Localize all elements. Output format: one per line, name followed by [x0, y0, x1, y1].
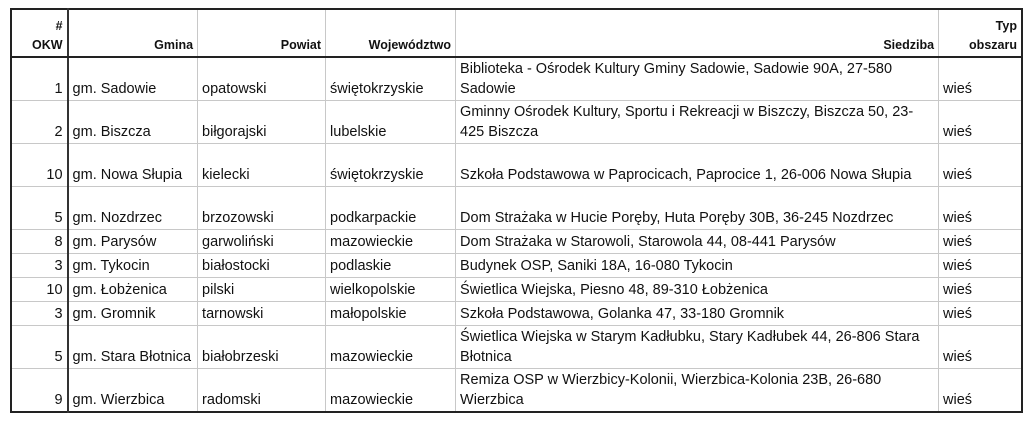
cell-gmina: gm. Gromnik	[68, 302, 198, 326]
cell-gmina: gm. Stara Błotnica	[68, 326, 198, 369]
cell-powiat: brzozowski	[198, 187, 326, 230]
cell-gmina: gm. Nozdrzec	[68, 187, 198, 230]
cell-wojewodztwo: małopolskie	[326, 302, 456, 326]
cell-okw: 2	[11, 101, 68, 144]
cell-wojewodztwo: lubelskie	[326, 101, 456, 144]
cell-typ: wieś	[939, 326, 1022, 369]
cell-siedziba: Remiza OSP w Wierzbicy-Kolonii, Wierzbica-Kolonia 23B, 26-680 Wierzbica	[456, 369, 939, 413]
cell-siedziba: Szkoła Podstawowa w Paprocicach, Paprocice 1, 26-006 Nowa Słupia	[456, 144, 939, 187]
cell-siedziba: Biblioteka - Ośrodek Kultury Gminy Sadowie, Sadowie 90A, 27-580 Sadowie	[456, 57, 939, 101]
cell-powiat: radomski	[198, 369, 326, 413]
cell-typ: wieś	[939, 187, 1022, 230]
cell-gmina: gm. Nowa Słupia	[68, 144, 198, 187]
cell-typ: wieś	[939, 144, 1022, 187]
cell-siedziba: Świetlica Wiejska, Piesno 48, 89-310 Łobżenica	[456, 278, 939, 302]
cell-okw: 10	[11, 144, 68, 187]
cell-powiat: białostocki	[198, 254, 326, 278]
cell-okw: 9	[11, 369, 68, 413]
cell-wojewodztwo: podkarpackie	[326, 187, 456, 230]
cell-siedziba: Świetlica Wiejska w Starym Kadłubku, Stary Kadłubek 44, 26-806 Stara Błotnica	[456, 326, 939, 369]
cell-wojewodztwo: świętokrzyskie	[326, 57, 456, 101]
cell-okw: 5	[11, 326, 68, 369]
table-row	[11, 144, 1022, 187]
cell-okw: 5	[11, 187, 68, 230]
cell-siedziba: Dom Strażaka w Hucie Poręby, Huta Poręby 30B, 36-245 Nozdrzec	[456, 187, 939, 230]
cell-powiat: pilski	[198, 278, 326, 302]
cell-powiat: biłgorajski	[198, 101, 326, 144]
header-okw: # OKW	[11, 9, 68, 57]
table-row	[11, 254, 1022, 278]
cell-wojewodztwo: mazowieckie	[326, 230, 456, 254]
cell-typ: wieś	[939, 369, 1022, 413]
header-powiat: Powiat	[198, 9, 326, 57]
cell-okw: 3	[11, 302, 68, 326]
cell-siedziba: Szkoła Podstawowa, Golanka 47, 33-180 Gromnik	[456, 302, 939, 326]
cell-okw: 10	[11, 278, 68, 302]
cell-gmina: gm. Łobżenica	[68, 278, 198, 302]
cell-okw: 3	[11, 254, 68, 278]
cell-gmina: gm. Sadowie	[68, 57, 198, 101]
cell-gmina: gm. Tykocin	[68, 254, 198, 278]
cell-typ: wieś	[939, 254, 1022, 278]
table-row	[11, 230, 1022, 254]
cell-wojewodztwo: wielkopolskie	[326, 278, 456, 302]
cell-wojewodztwo: świętokrzyskie	[326, 144, 456, 187]
cell-powiat: tarnowski	[198, 302, 326, 326]
cell-wojewodztwo: mazowieckie	[326, 369, 456, 413]
table-row	[11, 369, 1022, 413]
header-siedziba: Siedziba	[456, 9, 939, 57]
cell-typ: wieś	[939, 230, 1022, 254]
cell-gmina: gm. Wierzbica	[68, 369, 198, 413]
cell-okw: 1	[11, 57, 68, 101]
cell-typ: wieś	[939, 57, 1022, 101]
header-gmina: Gmina	[68, 9, 198, 57]
cell-powiat: opatowski	[198, 57, 326, 101]
header-wojewodztwo: Województwo	[326, 9, 456, 57]
cell-siedziba: Budynek OSP, Saniki 18A, 16-080 Tykocin	[456, 254, 939, 278]
table-row	[11, 57, 1022, 101]
cell-typ: wieś	[939, 278, 1022, 302]
cell-wojewodztwo: podlaskie	[326, 254, 456, 278]
polling-stations-table	[10, 8, 1023, 413]
table-row	[11, 326, 1022, 369]
cell-powiat: garwoliński	[198, 230, 326, 254]
cell-typ: wieś	[939, 101, 1022, 144]
cell-siedziba: Dom Strażaka w Starowoli, Starowola 44, 08-441 Parysów	[456, 230, 939, 254]
table-row	[11, 302, 1022, 326]
cell-siedziba: Gminny Ośrodek Kultury, Sportu i Rekreacji w Biszczy, Biszcza 50, 23-425 Biszcza	[456, 101, 939, 144]
cell-okw: 8	[11, 230, 68, 254]
table-row	[11, 187, 1022, 230]
cell-gmina: gm. Parysów	[68, 230, 198, 254]
cell-typ: wieś	[939, 302, 1022, 326]
header-row	[11, 9, 1022, 57]
table-row	[11, 101, 1022, 144]
table-row	[11, 278, 1022, 302]
cell-powiat: białobrzeski	[198, 326, 326, 369]
cell-gmina: gm. Biszcza	[68, 101, 198, 144]
header-typ: Typ obszaru	[939, 9, 1022, 57]
cell-powiat: kielecki	[198, 144, 326, 187]
cell-wojewodztwo: mazowieckie	[326, 326, 456, 369]
